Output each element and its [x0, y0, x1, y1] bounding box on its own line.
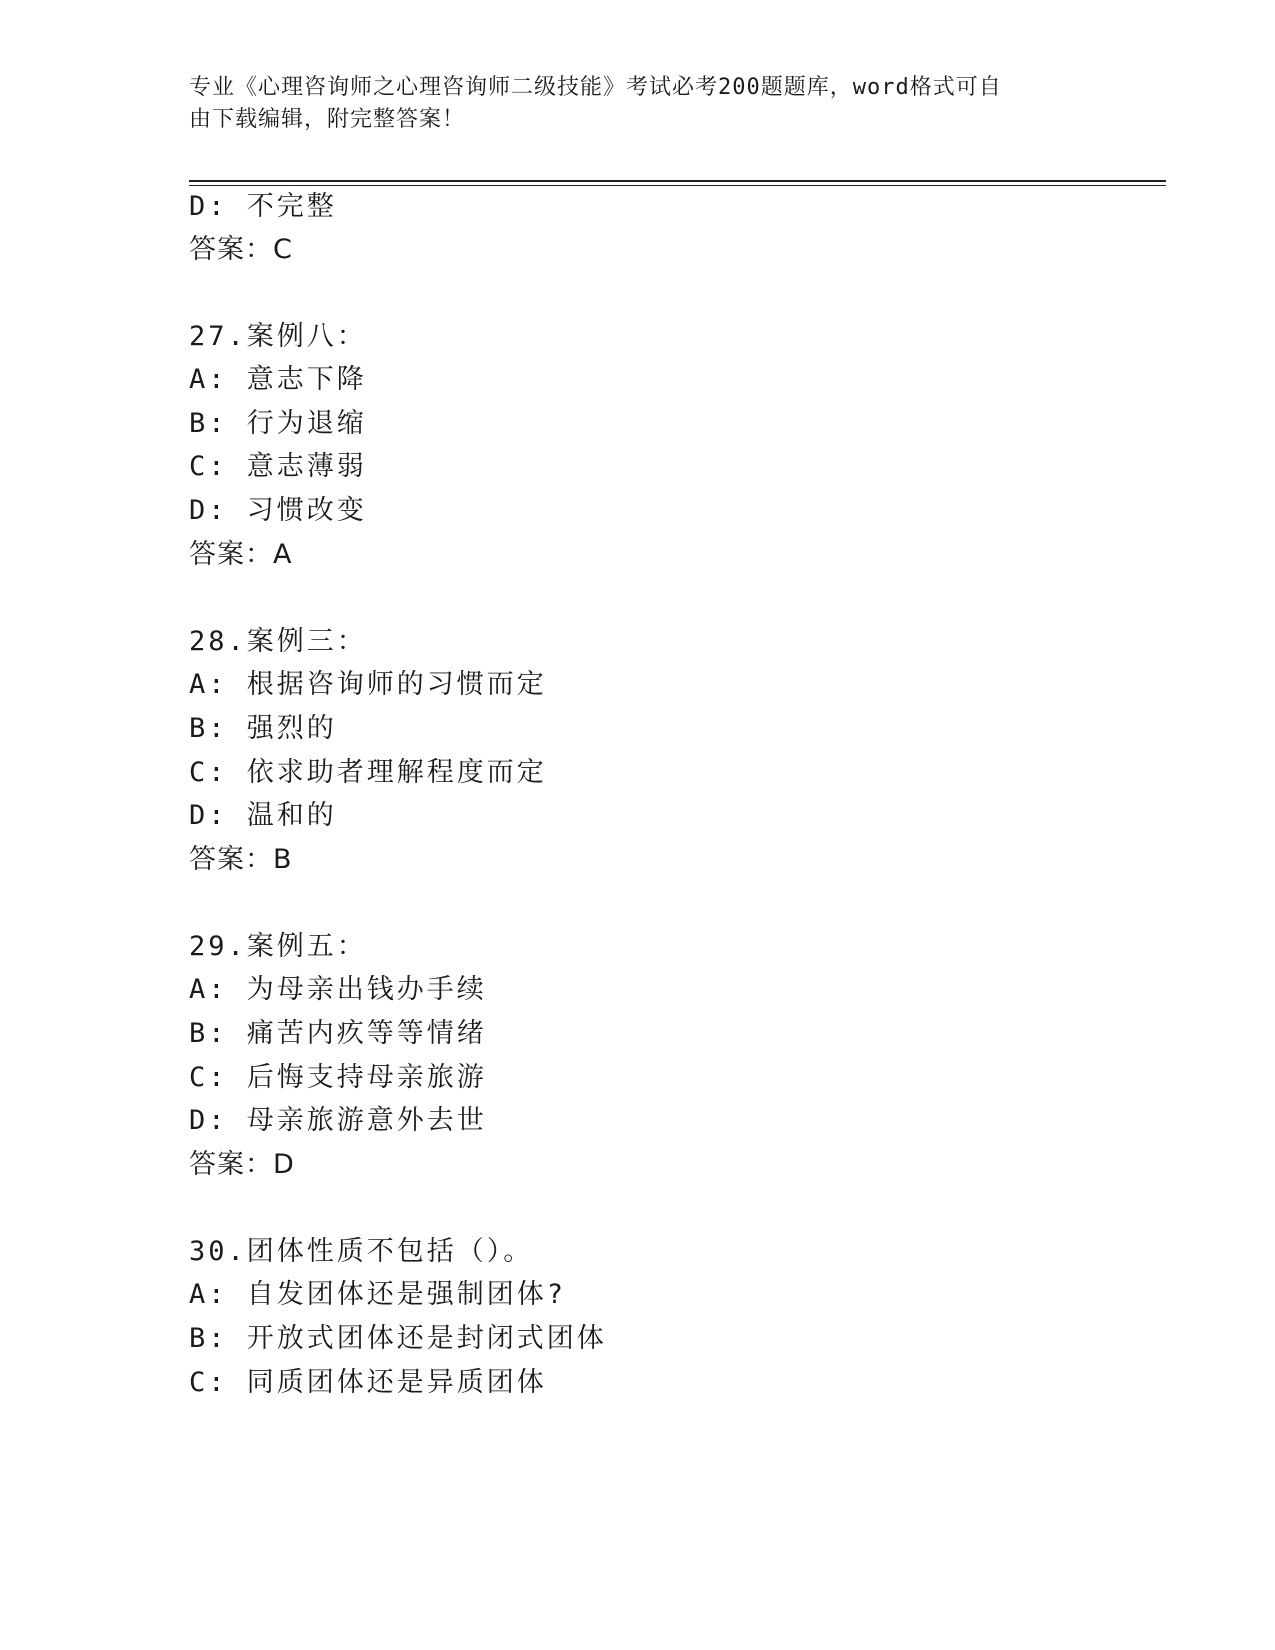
question-28-option-b: B: 强烈的: [189, 713, 337, 744]
question-28-answer: 答案：B: [189, 844, 293, 875]
answer-line: 答案：C: [189, 234, 293, 265]
question-28-option-d: D: 温和的: [189, 800, 337, 831]
question-27-answer: 答案：A: [189, 539, 293, 570]
question-27-option-b: B: 行为退缩: [189, 408, 367, 439]
question-28: 28.案例三：: [189, 626, 367, 657]
question-28-option-a: A: 根据咨询师的习惯而定: [189, 669, 547, 700]
question-29-option-c: C: 后悔支持母亲旅游: [189, 1062, 487, 1093]
question-30: 30.团体性质不包括（）。: [189, 1236, 534, 1267]
question-27-option-c: C: 意志薄弱: [189, 451, 367, 482]
question-30-option-b: B: 开放式团体还是封闭式团体: [189, 1323, 607, 1354]
question-29: 29.案例五：: [189, 931, 367, 962]
header-line-2: 由下载编辑，附完整答案！: [189, 107, 466, 132]
question-27: 27.案例八：: [189, 321, 367, 352]
option-d: D: 不完整: [189, 191, 337, 222]
question-27-option-d: D: 习惯改变: [189, 495, 367, 526]
document-header: [189, 72, 1069, 136]
header-divider-thin: [189, 185, 1166, 186]
question-29-option-d: D: 母亲旅游意外去世: [189, 1105, 487, 1136]
question-30-option-c: C: 同质团体还是异质团体: [189, 1367, 547, 1398]
header-line-1: 专业《心理咨询师之心理咨询师二级技能》考试必考200题题库，word格式可自: [189, 75, 1002, 100]
question-30-option-a: A: 自发团体还是强制团体?: [189, 1279, 567, 1310]
question-29-option-b: B: 痛苦内疚等等情绪: [189, 1018, 487, 1049]
question-29-answer: 答案：D: [189, 1149, 295, 1180]
question-27-option-a: A: 意志下降: [189, 364, 367, 395]
question-29-option-a: A: 为母亲出钱办手续: [189, 974, 487, 1005]
question-28-option-c: C: 依求助者理解程度而定: [189, 757, 547, 788]
header-divider: [189, 180, 1166, 182]
